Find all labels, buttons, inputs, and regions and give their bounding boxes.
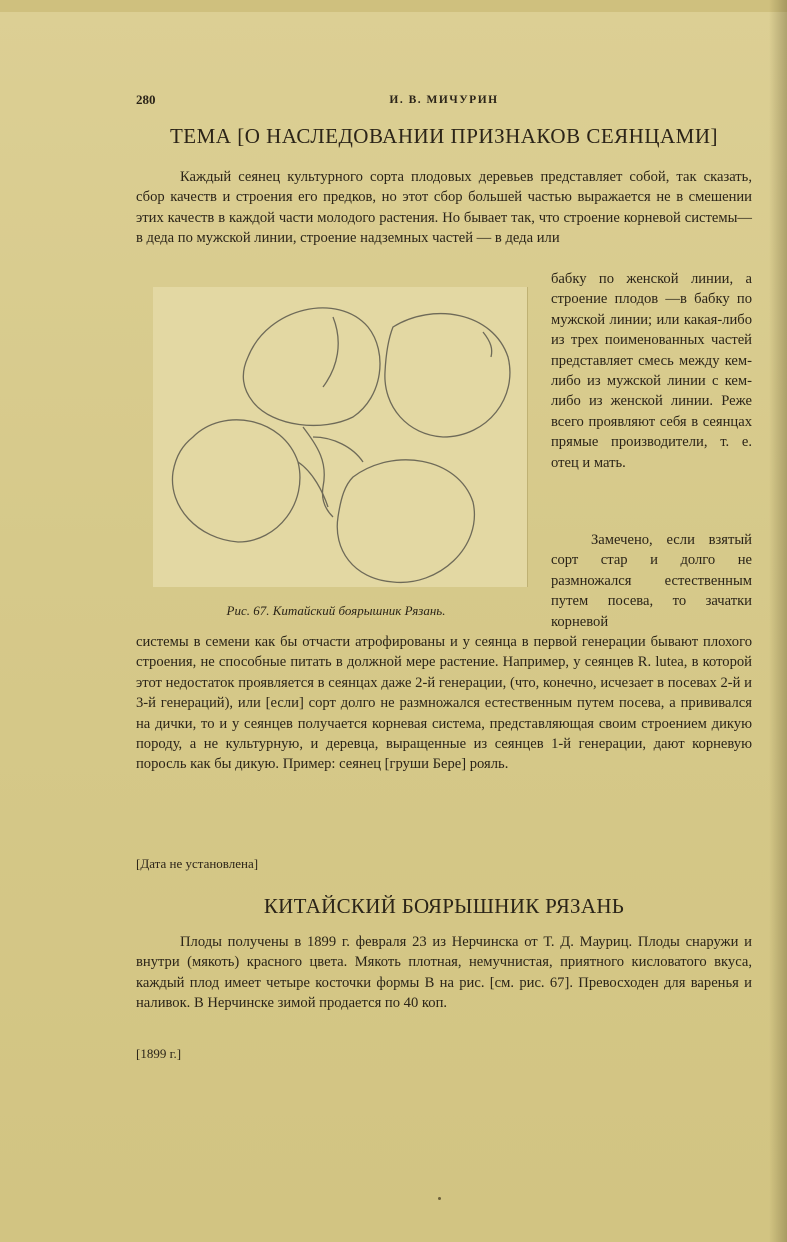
- section2-paragraph: Плоды получены в 1899 г. февраля 23 из Нерчинска от Т. Д. Мауриц. Плоды снаружи и внутри (мякоть) красного цвета. Мякоть плотная, немучнистая, приятного кисловатого вкуса, каждый плод имеет четыре косточки формы B на рис. [см. рис. 67]. Превосходен для варенья и наливок. В Нерчинске зимой продается по 40 коп.: [136, 934, 752, 1012]
- hawthorn-fruit-sketch: [153, 287, 527, 587]
- section2-title: КИТАЙСКИЙ БОЯРЫШНИК РЯЗАНЬ: [263, 894, 625, 918]
- page-top-edge: [0, 0, 787, 12]
- figure-caption: Рис. 67. Китайский боярышник Рязань.: [226, 603, 446, 618]
- page-number: 280: [136, 92, 156, 107]
- section1-paragraph-top: Каждый сеянец культурного сорта плодовых деревьев представляет собой, так сказать, сбор качеств и строения его предков, но этот сбор большей частью выражается не в смешении этих качеств в каждой части молодого растения. Но бывает так, что строение корневой системы— в деда по мужской линии, строение надземных частей — в деда или: [136, 169, 752, 247]
- figure-67-hawthorn-drawing: [153, 287, 528, 587]
- section1-paragraph-bottom: системы в семени как бы отчасти атрофированы и у сеянца в первой генерации бывают плохого строения, не способные питать в должной мере растение. Например, у сеянцев R. lutea, в которой этот недостаток проявляется в сеянцах даже 2-й генерации, (что, конечно, исчезает в посевах 2-й и 3-й генераций), или [если] сорт долго не размножался естественным путем посева, а прививался на дички, то и у сеянцев получается корневая система, представляющая своим строением дикую породу, а не культурную, и деревца, выращенные из сеянцев 1-й генерации, дают корневую поросль как бы дикую. Пример: сеянец [груши Бере] рояль.: [136, 634, 752, 773]
- running-head: И. В. МИЧУРИН: [389, 94, 499, 106]
- section1-title: ТЕМА [О НАСЛЕДОВАНИИ ПРИЗНАКОВ СЕЯНЦАМИ]: [169, 124, 718, 148]
- section1-paragraph-side: бабку по женской линии, а строение плодов —в бабку по мужской линии; или какая-либо из трех поименованных частей представляет смесь между кем-либо из мужской линии с кем-либо из женской линии. Реже всего проявляют себя в сеянцах прямые производители, т. е. отец и мать.: [551, 271, 752, 471]
- page-right-shadow: [769, 0, 787, 1242]
- section1-date: [Дата не установлена]: [136, 856, 259, 871]
- page-header: [136, 92, 752, 112]
- section1-paragraph-side-2: Замечено, если взятый сорт стар и долго не размножался естественным путем посева, то зачатки корневой: [551, 532, 752, 630]
- section2-date: [1899 г.]: [136, 1046, 182, 1061]
- page-speck: [438, 1197, 441, 1200]
